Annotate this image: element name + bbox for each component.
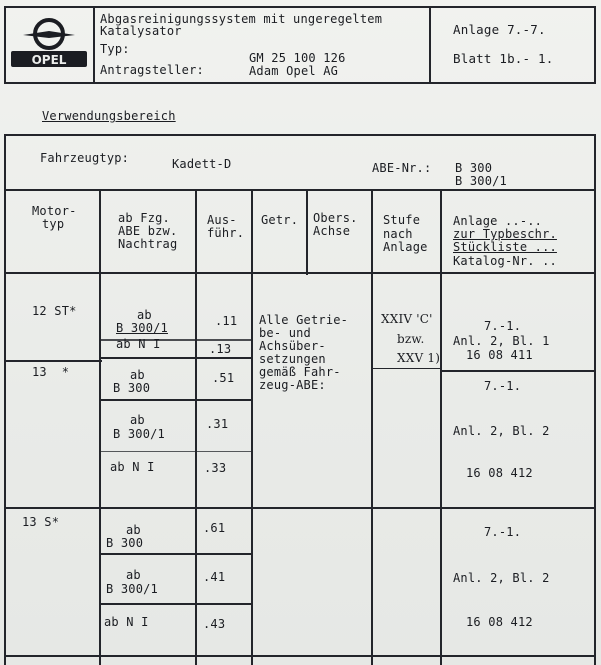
logo-text: OPEL xyxy=(31,53,67,67)
g3-r3-ausf: .43 xyxy=(203,617,226,631)
header-motortyp-1: Motor- xyxy=(32,204,77,218)
opel-logo xyxy=(9,13,89,70)
g3-r2-ausf: .41 xyxy=(203,570,226,584)
g2-r3-ab: ab N I xyxy=(110,460,155,474)
header-motortyp-2: typ xyxy=(42,217,65,231)
header-anlage-2: zur Typbeschr. xyxy=(453,227,557,241)
header-abfzg-3: Nachtrag xyxy=(118,237,178,251)
header-stufe-3: Anlage xyxy=(383,240,428,254)
vehicle-row-bottom-border xyxy=(4,189,596,191)
motor-13s: 13 S* xyxy=(22,515,60,529)
header-abfzg-2: ABE bzw. xyxy=(118,224,178,238)
header-anlage-3: Stückliste ... xyxy=(453,240,557,254)
group1-motor-bottom xyxy=(4,360,102,362)
g3-anlage-2: Anl. 2, Bl. 2 xyxy=(453,571,550,585)
header-obers-2: Achse xyxy=(313,224,351,238)
g3-r1-ausf: .61 xyxy=(203,521,226,535)
abe-value-2: B 300/1 xyxy=(455,174,507,188)
header-logo-divider xyxy=(93,6,95,84)
col-divider-getr xyxy=(306,189,308,275)
g1-r1-abe: B 300/1 xyxy=(116,321,168,335)
header-stufe-1: Stufe xyxy=(383,213,421,227)
g2-anlage-1: 7.-1. xyxy=(484,379,522,393)
group2-row2-bottom xyxy=(99,451,253,452)
header-left-border xyxy=(4,6,6,84)
g3-anlage-1: 7.-1. xyxy=(484,525,522,539)
g1-r1-ausf: .11 xyxy=(215,314,238,328)
typ-label: Typ: xyxy=(100,42,130,56)
g3-r1-abe: B 300 xyxy=(106,536,144,550)
table-top-border xyxy=(4,134,596,136)
getr-note-4: setzungen xyxy=(259,352,326,366)
g2-r2-ab: ab xyxy=(130,413,145,427)
motor-13: 13 * xyxy=(32,365,70,379)
group1-row2-bottom xyxy=(99,357,253,359)
section-title: Verwendungsbereich xyxy=(42,109,176,123)
getr-note-2: be- und xyxy=(259,326,311,340)
g3-r2-abe: B 300/1 xyxy=(106,582,158,596)
blatt-number: Blatt 1b.- 1. xyxy=(453,51,554,66)
group3-row1-bottom xyxy=(99,553,253,555)
table-right-border xyxy=(594,134,596,665)
g1-anlage-3: 16 08 411 xyxy=(466,348,533,362)
getr-note-3: Achsüber- xyxy=(259,339,326,353)
typ-value: GM 25 100 126 xyxy=(249,51,346,65)
g1-anlage-2: Anl. 2, Bl. 1 xyxy=(453,334,550,348)
col-divider-stufe xyxy=(440,189,442,665)
header-abfzg-1: ab Fzg. xyxy=(118,211,170,225)
stufe-value-2: bzw. xyxy=(397,332,425,346)
stufe-underline xyxy=(372,368,440,369)
header-getr: Getr. xyxy=(261,213,299,227)
g2-r1-ab: ab xyxy=(130,368,145,382)
header-ausf-1: Aus- xyxy=(207,213,237,227)
g2-anlage-3: 16 08 412 xyxy=(466,466,533,480)
antragsteller-label: Antragsteller: xyxy=(100,63,204,77)
antragsteller-value: Adam Opel AG xyxy=(249,64,339,78)
g3-anlage-3: 16 08 412 xyxy=(466,615,533,629)
header-row-bottom-border xyxy=(4,272,596,274)
header-obers-1: Obers. xyxy=(313,211,358,225)
stufe-value-3: XXV 1) xyxy=(397,351,441,365)
title-line-1: Abgasreinigungssystem mit ungeregeltem xyxy=(100,12,383,26)
anlage-number: Anlage 7.-7. xyxy=(453,22,546,37)
header-stufe-2: nach xyxy=(383,227,413,241)
g3-r2-ab: ab xyxy=(126,568,141,582)
g1-r2-ab: ab N I xyxy=(116,337,161,351)
header-anlage-4: Katalog-Nr. .. xyxy=(453,254,557,268)
col-divider-abfzg xyxy=(195,189,197,665)
col-divider-motor xyxy=(99,189,101,665)
fahrzeugtyp-label: Fahrzeugtyp: xyxy=(40,151,130,165)
group3-bottom xyxy=(4,655,596,657)
g1-r1-ab: ab xyxy=(137,308,152,322)
title-line-2: Katalysator xyxy=(100,24,182,38)
g2-r1-abe: B 300 xyxy=(113,381,151,395)
g3-r1-ab: ab xyxy=(126,523,141,537)
getr-note-5: gemäß Fahr- xyxy=(259,365,341,379)
motor-12st: 12 ST* xyxy=(32,304,77,318)
getr-note-1: Alle Getrie- xyxy=(259,313,349,327)
g1-r2-ausf: .13 xyxy=(209,342,232,356)
g1-anlage-1: 7.-1. xyxy=(484,319,522,333)
header-anlage-1: Anlage ..-.. xyxy=(453,214,543,228)
group3-row2-bottom xyxy=(99,603,253,605)
g2-anlage-2: Anl. 2, Bl. 2 xyxy=(453,424,550,438)
col-divider-ausf xyxy=(251,189,253,665)
g2-r2-ausf: .31 xyxy=(206,417,229,431)
getr-note-6: zeug-ABE: xyxy=(259,378,326,392)
g2-r2-abe: B 300/1 xyxy=(113,427,165,441)
group2-row1-bottom xyxy=(99,399,253,401)
table-left-border xyxy=(4,134,6,665)
g3-r3-ab: ab N I xyxy=(104,615,149,629)
abe-label: ABE-Nr.: xyxy=(372,161,432,175)
fahrzeugtyp-value: Kadett-D xyxy=(172,157,232,171)
header-right-border xyxy=(594,6,596,84)
abe-value-1: B 300 xyxy=(455,161,493,175)
g2-r1-ausf: .51 xyxy=(212,371,235,385)
col-divider-obers xyxy=(371,189,373,665)
group1-anlage-bottom xyxy=(440,370,596,372)
group2-bottom xyxy=(4,507,596,509)
header-ausf-2: führ. xyxy=(207,226,245,240)
g2-r3-ausf: .33 xyxy=(204,461,227,475)
header-anlage-divider xyxy=(429,6,431,84)
stufe-value-1: XXIV 'C' xyxy=(381,312,433,326)
